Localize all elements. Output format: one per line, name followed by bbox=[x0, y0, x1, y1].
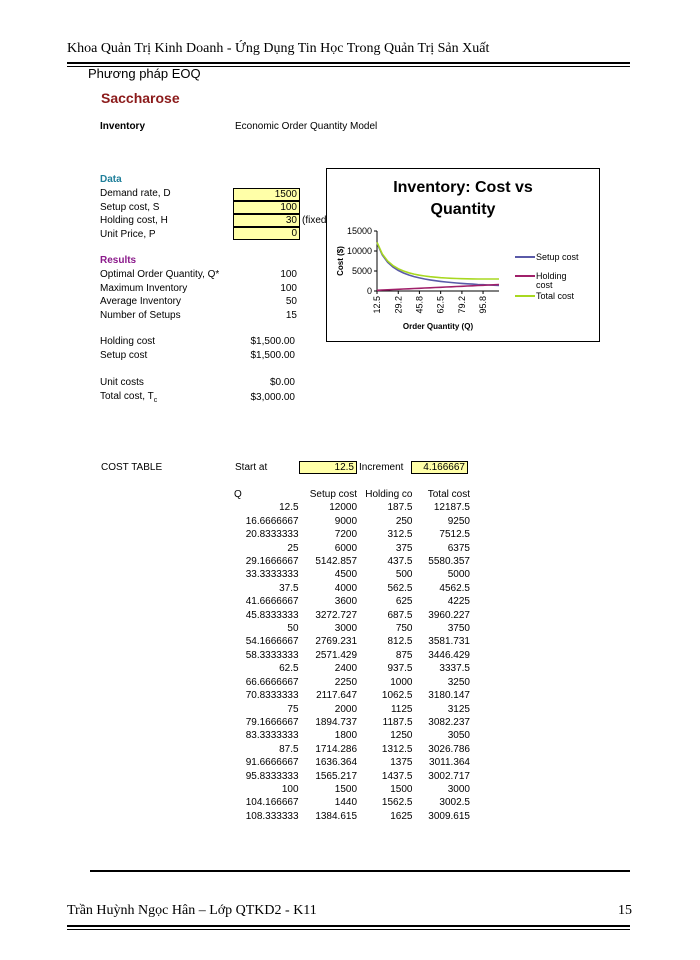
cell-setup: 9000 bbox=[334, 515, 358, 527]
demand-label: Demand rate, D bbox=[100, 188, 171, 199]
cell-setup: 12000 bbox=[329, 502, 358, 514]
cell-setup: 2117.647 bbox=[316, 690, 358, 702]
cell-setup: 6000 bbox=[334, 542, 358, 554]
cell-total: 9250 bbox=[447, 515, 470, 527]
sheet-title: Saccharose bbox=[101, 90, 180, 106]
col-holding: Holding co bbox=[365, 489, 413, 500]
cell-total: 3125 bbox=[447, 703, 470, 715]
cell-holding: 562.5 bbox=[387, 582, 413, 594]
cell-setup: 1636.364 bbox=[315, 757, 358, 769]
setup-cost-total-label: Setup cost bbox=[100, 350, 148, 361]
increment-input[interactable]: 4.166667 bbox=[411, 461, 468, 474]
cost-table-label: COST TABLE bbox=[101, 462, 163, 473]
cell-holding: 1625 bbox=[390, 810, 413, 822]
table-row bbox=[234, 796, 470, 809]
cell-setup: 3272.727 bbox=[315, 609, 358, 621]
table-row bbox=[234, 555, 470, 568]
cell-holding: 312.5 bbox=[387, 529, 413, 541]
cell-holding: 1562.5 bbox=[381, 797, 413, 809]
y-tick-label: 10000 bbox=[346, 246, 372, 256]
table-row bbox=[234, 770, 470, 783]
results-heading: Results bbox=[100, 255, 137, 266]
start-label: Start at bbox=[235, 462, 268, 473]
table-row bbox=[234, 542, 470, 555]
cell-holding: 812.5 bbox=[387, 636, 413, 648]
holding-cost-total-label: Holding cost bbox=[100, 336, 156, 347]
table-row bbox=[234, 501, 470, 514]
cell-total: 3446.429 bbox=[428, 649, 470, 661]
x-tick-label: 79.2 bbox=[456, 296, 467, 314]
cell-total: 6375 bbox=[447, 542, 470, 554]
cell-q: 91.6666667 bbox=[245, 757, 299, 769]
cell-holding: 1500 bbox=[390, 783, 413, 795]
cell-q: 41.6666667 bbox=[245, 596, 299, 608]
table-row bbox=[234, 528, 470, 541]
y-axis-label: Cost ($) bbox=[336, 246, 345, 276]
header-divider bbox=[67, 62, 630, 64]
max-inventory-value: 100 bbox=[280, 283, 297, 294]
cell-total: 3026.786 bbox=[428, 743, 470, 755]
holding-cost-series bbox=[377, 285, 499, 291]
x-tick-label: 45.8 bbox=[414, 296, 425, 314]
cost-chart bbox=[326, 168, 600, 342]
cell-setup: 1500 bbox=[334, 783, 358, 795]
cell-setup: 2769.231 bbox=[315, 636, 358, 648]
cell-holding: 375 bbox=[395, 542, 413, 554]
cell-setup: 3000 bbox=[334, 623, 358, 635]
cell-total: 3750 bbox=[447, 623, 470, 635]
col-setup: Setup cost bbox=[309, 489, 358, 500]
cell-q: 100 bbox=[281, 783, 299, 795]
total-cost-label: Total cost, $T_c$ bbox=[100, 391, 158, 404]
cell-setup: 4500 bbox=[334, 569, 358, 581]
cell-setup: 2571.429 bbox=[315, 649, 358, 661]
holding-cost-input[interactable]: 30 bbox=[233, 214, 300, 227]
avg-inventory-label: Average Inventory bbox=[100, 296, 181, 307]
table-row bbox=[234, 622, 470, 635]
table-row bbox=[234, 743, 470, 756]
cell-q: 33.3333333 bbox=[245, 569, 299, 581]
cell-q: 29.1666667 bbox=[245, 556, 299, 568]
y-tick-label: 0 bbox=[366, 286, 372, 296]
cell-setup: 1800 bbox=[334, 730, 358, 742]
cell-total: 4225 bbox=[447, 596, 470, 608]
table-row bbox=[234, 662, 470, 675]
cell-q: 79.1666667 bbox=[245, 716, 299, 728]
unit-price-input[interactable]: 0 bbox=[233, 227, 300, 240]
table-row bbox=[234, 810, 470, 823]
cell-q: 20.8333333 bbox=[245, 529, 299, 541]
table-row bbox=[234, 729, 470, 742]
cell-q: 104.166667 bbox=[245, 797, 299, 809]
cell-total: 3180.147 bbox=[428, 690, 470, 702]
max-inventory-label: Maximum Inventory bbox=[100, 283, 188, 294]
legend-holding-label: Holding bbox=[536, 271, 567, 281]
cell-holding: 687.5 bbox=[387, 609, 413, 621]
cost-chart-svg bbox=[327, 169, 599, 341]
cell-holding: 1312.5 bbox=[381, 743, 413, 755]
cell-q: 108.333333 bbox=[245, 810, 299, 822]
x-tick-label: 62.5 bbox=[435, 296, 446, 314]
setup-label: Setup cost, S bbox=[100, 202, 160, 213]
cell-q: 12.5 bbox=[279, 502, 299, 514]
cell-holding: 500 bbox=[395, 569, 413, 581]
cost-table bbox=[234, 488, 470, 823]
cell-q: 87.5 bbox=[279, 743, 299, 755]
cell-q: 58.3333333 bbox=[245, 649, 299, 661]
cell-holding: 250 bbox=[395, 515, 413, 527]
cell-setup: 1384.615 bbox=[315, 810, 358, 822]
cell-setup: 1714.286 bbox=[315, 743, 358, 755]
cell-total: 3082.237 bbox=[428, 716, 470, 728]
cell-total: 3250 bbox=[447, 676, 470, 688]
demand-input[interactable]: 1500 bbox=[233, 188, 300, 201]
cell-setup: 1894.737 bbox=[315, 716, 358, 728]
setup-cost-total: $1,500.00 bbox=[250, 350, 295, 361]
cell-holding: 1250 bbox=[390, 730, 413, 742]
footer-divider-thin bbox=[67, 929, 630, 930]
price-label: Unit Price, P bbox=[100, 229, 156, 240]
start-input[interactable]: 12.5 bbox=[299, 461, 357, 474]
cell-holding: 1375 bbox=[390, 757, 413, 769]
cell-q: 37.5 bbox=[279, 582, 299, 594]
x-tick-label: 95.8 bbox=[478, 296, 489, 314]
total-cost-series bbox=[377, 242, 499, 279]
table-row bbox=[234, 582, 470, 595]
cell-q: 66.6666667 bbox=[245, 676, 299, 688]
cell-holding: 1125 bbox=[390, 703, 413, 715]
model-name: Economic Order Quantity Model bbox=[235, 121, 378, 132]
cell-q: 45.8333333 bbox=[245, 609, 299, 621]
cell-total: 3050 bbox=[447, 730, 470, 742]
cell-holding: 875 bbox=[395, 649, 413, 661]
cell-q: 25 bbox=[287, 542, 299, 554]
cell-holding: 937.5 bbox=[387, 663, 413, 675]
cell-total: 3011.364 bbox=[429, 757, 470, 769]
section-subtitle: Phương pháp EOQ bbox=[88, 66, 201, 81]
holding-cost-total: $1,500.00 bbox=[250, 336, 295, 347]
setups-label: Number of Setups bbox=[100, 310, 181, 321]
cell-total: 4562.5 bbox=[439, 582, 470, 594]
cell-total: 7512.5 bbox=[439, 529, 470, 541]
cell-total: 3000 bbox=[447, 783, 470, 795]
cell-holding: 750 bbox=[395, 623, 413, 635]
inventory-label: Inventory bbox=[100, 121, 146, 132]
setup-cost-input[interactable]: 100 bbox=[233, 201, 300, 214]
page-header: Khoa Quản Trị Kinh Doanh - Ứng Dụng Tin Học Trong Quản Trị Sản Xuất bbox=[67, 41, 490, 56]
table-row bbox=[234, 703, 470, 716]
cell-holding: 625 bbox=[395, 596, 413, 608]
total-cost-value: $3,000.00 bbox=[250, 392, 295, 403]
holding-label: Holding cost, H bbox=[100, 215, 168, 226]
cell-holding: 1000 bbox=[390, 676, 413, 688]
y-tick-label: 5000 bbox=[351, 266, 372, 276]
x-tick-label: 12.5 bbox=[372, 296, 382, 314]
table-row bbox=[234, 568, 470, 581]
data-heading: Data bbox=[100, 174, 122, 185]
cell-q: 95.8333333 bbox=[245, 770, 299, 782]
cell-holding: 1437.5 bbox=[381, 770, 413, 782]
x-tick-label: 29.2 bbox=[393, 296, 404, 314]
unit-costs-value: $0.00 bbox=[269, 377, 295, 388]
legend-total-label: Total cost bbox=[536, 291, 575, 301]
page-number: 15 bbox=[618, 903, 632, 918]
footer-author: Trần Huỳnh Ngọc Hân – Lớp QTKD2 - K11 bbox=[67, 903, 317, 918]
cell-total: 3960.227 bbox=[428, 609, 470, 621]
cell-total: 5580.357 bbox=[428, 556, 470, 568]
table-row bbox=[234, 515, 470, 528]
cell-q: 75 bbox=[287, 703, 299, 715]
cell-total: 5000 bbox=[447, 569, 470, 581]
legend-setup-label: Setup cost bbox=[536, 252, 579, 262]
cell-total: 3581.731 bbox=[428, 636, 470, 648]
cell-setup: 4000 bbox=[334, 582, 358, 594]
table-row bbox=[234, 756, 470, 769]
eoq-label: Optimal Order Quantity, Q* bbox=[100, 269, 220, 280]
cell-setup: 2000 bbox=[334, 703, 358, 715]
table-row bbox=[234, 649, 470, 662]
table-row bbox=[234, 676, 470, 689]
legend-holding-label: cost bbox=[536, 280, 553, 290]
eoq-value: 100 bbox=[280, 269, 297, 280]
cell-q: 54.1666667 bbox=[245, 636, 299, 648]
cell-holding: 1187.5 bbox=[382, 716, 413, 728]
cell-holding: 437.5 bbox=[387, 556, 413, 568]
cell-total: 3002.5 bbox=[439, 797, 470, 809]
footer-divider bbox=[67, 925, 630, 927]
cell-total: 3009.615 bbox=[428, 810, 470, 822]
col-q: Q bbox=[234, 489, 242, 500]
cell-q: 62.5 bbox=[279, 663, 299, 675]
cell-setup: 2250 bbox=[334, 676, 358, 688]
increment-label: Increment bbox=[359, 462, 404, 473]
table-row bbox=[234, 783, 470, 796]
cell-setup: 7200 bbox=[334, 529, 358, 541]
x-axis-label: Order Quantity (Q) bbox=[402, 322, 474, 331]
unit-costs-label: Unit costs bbox=[100, 377, 144, 388]
cell-setup: 1565.217 bbox=[315, 770, 358, 782]
footer-divider-top bbox=[90, 870, 630, 872]
cell-holding: 1062.5 bbox=[381, 690, 413, 702]
table-row bbox=[234, 635, 470, 648]
cell-setup: 5142.857 bbox=[315, 556, 358, 568]
col-total: Total cost bbox=[427, 489, 470, 500]
cell-q: 50 bbox=[287, 623, 299, 635]
setups-value: 15 bbox=[285, 310, 297, 321]
table-row bbox=[234, 609, 470, 622]
avg-inventory-value: 50 bbox=[285, 296, 297, 307]
cell-holding: 187.5 bbox=[387, 502, 413, 514]
chart-title-line1: Inventory: Cost vs bbox=[393, 179, 533, 196]
cell-setup: 1440 bbox=[334, 797, 358, 809]
holding-note: (fixed bbox=[302, 215, 327, 226]
cell-setup: 2400 bbox=[334, 663, 358, 675]
cell-q: 83.3333333 bbox=[245, 730, 299, 742]
cell-total: 12187.5 bbox=[433, 502, 470, 514]
cell-total: 3337.5 bbox=[439, 663, 470, 675]
cell-total: 3002.717 bbox=[428, 770, 470, 782]
y-tick-label: 15000 bbox=[346, 226, 372, 236]
cell-setup: 3600 bbox=[334, 596, 358, 608]
table-row bbox=[234, 716, 470, 729]
cell-q: 70.8333333 bbox=[245, 690, 299, 702]
table-row bbox=[234, 689, 470, 702]
chart-title-line2: Quantity bbox=[430, 201, 496, 218]
table-row bbox=[234, 595, 470, 608]
cell-q: 16.6666667 bbox=[245, 515, 299, 527]
